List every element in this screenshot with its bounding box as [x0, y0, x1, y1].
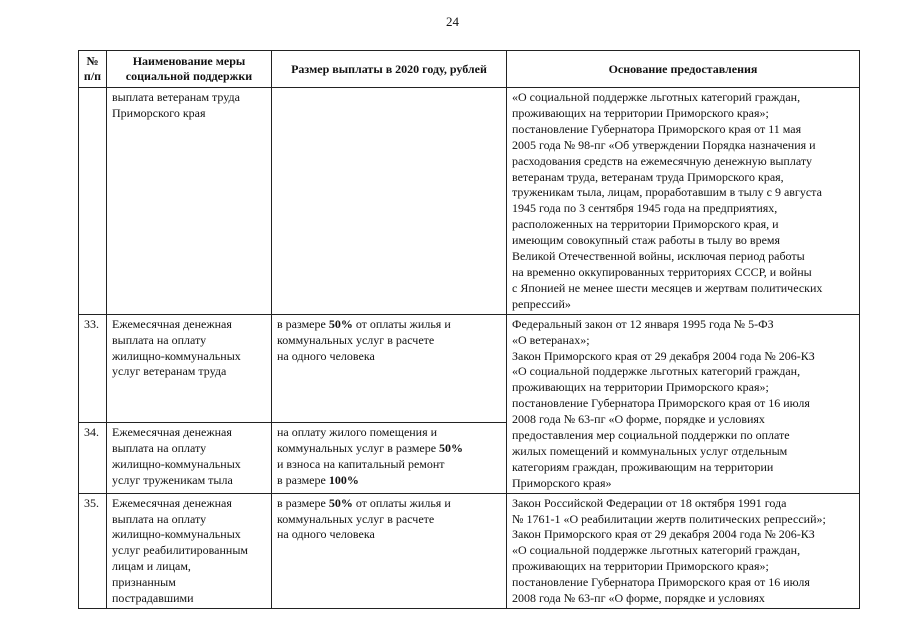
- table-row: [79, 314, 860, 422]
- row-basis: Закон Российской Федерации от 18 октября 1991 года № 1761-1 «О реабилитации жертв политических репрессий»; Закон Приморского края от 29 декабря 2004 года № 206-КЗ «О социальной поддержке льготных категорий граждан, проживающих на территории Приморского края»; постановление Губернатора Приморского края от 16 июля 2008 года № 63-пг «О форме, порядке и условиях: [507, 493, 860, 608]
- row-basis: «О социальной поддержке льготных категорий граждан, проживающих на территории Приморского края»; постановление Губернатора Приморского края от 11 мая 2005 года № 98-пг «Об утверждении Порядка назначения и расходования средств на ежемесячную денежную выплату ветеранам труда, ветеранам труда Приморского края, труженикам тыла, лицам, проработавшим в тылу с 9 августа 1945 года по 3 сентября 1945 года на предприятиях, расположенных на территории Приморского края, и имеющим совокупный стаж работы в тылу во время Великой Отечественной войны, исключая период работы на временно оккупированных территориях СССР, и войны с Японией не менее шести месяцев и жертвам политических репрессий»: [507, 88, 860, 315]
- row-amount: [272, 88, 507, 315]
- header-name: Наименование меры социальной поддержки: [107, 51, 272, 88]
- row-amount: [272, 314, 507, 422]
- row-num: 35.: [79, 493, 107, 608]
- amount-percent: 50%: [439, 441, 464, 456]
- benefits-table: [78, 50, 860, 609]
- row-basis: Федеральный закон от 12 января 1995 года № 5-ФЗ «О ветеранах»; Закон Приморского края от 29 декабря 2004 года № 206-КЗ «О социальной поддержке льготных категорий граждан, проживающих на территории Приморского края»; постановление Губернатора Приморского края от 16 июля 2008 года № 63-пг «О форме, порядке и условиях предоставления мер социальной поддержки по оплате жилых помещений и коммунальных услуг отдельным категориям граждан, проживающим на территории Приморского края»: [507, 314, 860, 493]
- row-num: [79, 88, 107, 315]
- row-num: 34.: [79, 423, 107, 494]
- amount-percent: 100%: [328, 472, 359, 487]
- header-amount: Размер выплаты в 2020 году, рублей: [272, 51, 507, 88]
- amount-text: на оплату жилого помещения и коммунальных услуг в размере: [277, 425, 438, 456]
- amount-text: от оплаты жилья и коммунальных услуг в расчете на одного человека: [277, 495, 451, 542]
- row-name: Ежемесячная денежная выплата на оплату жилищно-коммунальных услуг труженикам тыла: [107, 423, 272, 494]
- page-number: 24: [446, 14, 459, 29]
- amount-percent: 50%: [328, 316, 353, 331]
- row-amount: [272, 423, 507, 494]
- amount-text: и взноса на капитальный ремонт в размере: [277, 456, 445, 487]
- row-name: Ежемесячная денежная выплата на оплату жилищно-коммунальных услуг ветеранам труда: [107, 314, 272, 422]
- header-basis: Основание предоставления: [507, 51, 860, 88]
- table-header-row: [79, 51, 860, 88]
- amount-percent: 50%: [328, 495, 353, 510]
- row-name: выплата ветеранам труда Приморского края: [107, 88, 272, 315]
- table-row: [79, 493, 860, 608]
- row-amount: [272, 493, 507, 608]
- amount-text: в размере: [277, 316, 329, 331]
- amount-text: от оплаты жилья и коммунальных услуг в расчете на одного человека: [277, 316, 451, 363]
- table-row: [79, 88, 860, 315]
- row-num: 33.: [79, 314, 107, 422]
- amount-text: в размере: [277, 495, 329, 510]
- header-num: № п/п: [79, 51, 107, 88]
- row-name: Ежемесячная денежная выплата на оплату жилищно-коммунальных услуг реабилитированным лицам и лицам, признанным пострадавшими: [107, 493, 272, 608]
